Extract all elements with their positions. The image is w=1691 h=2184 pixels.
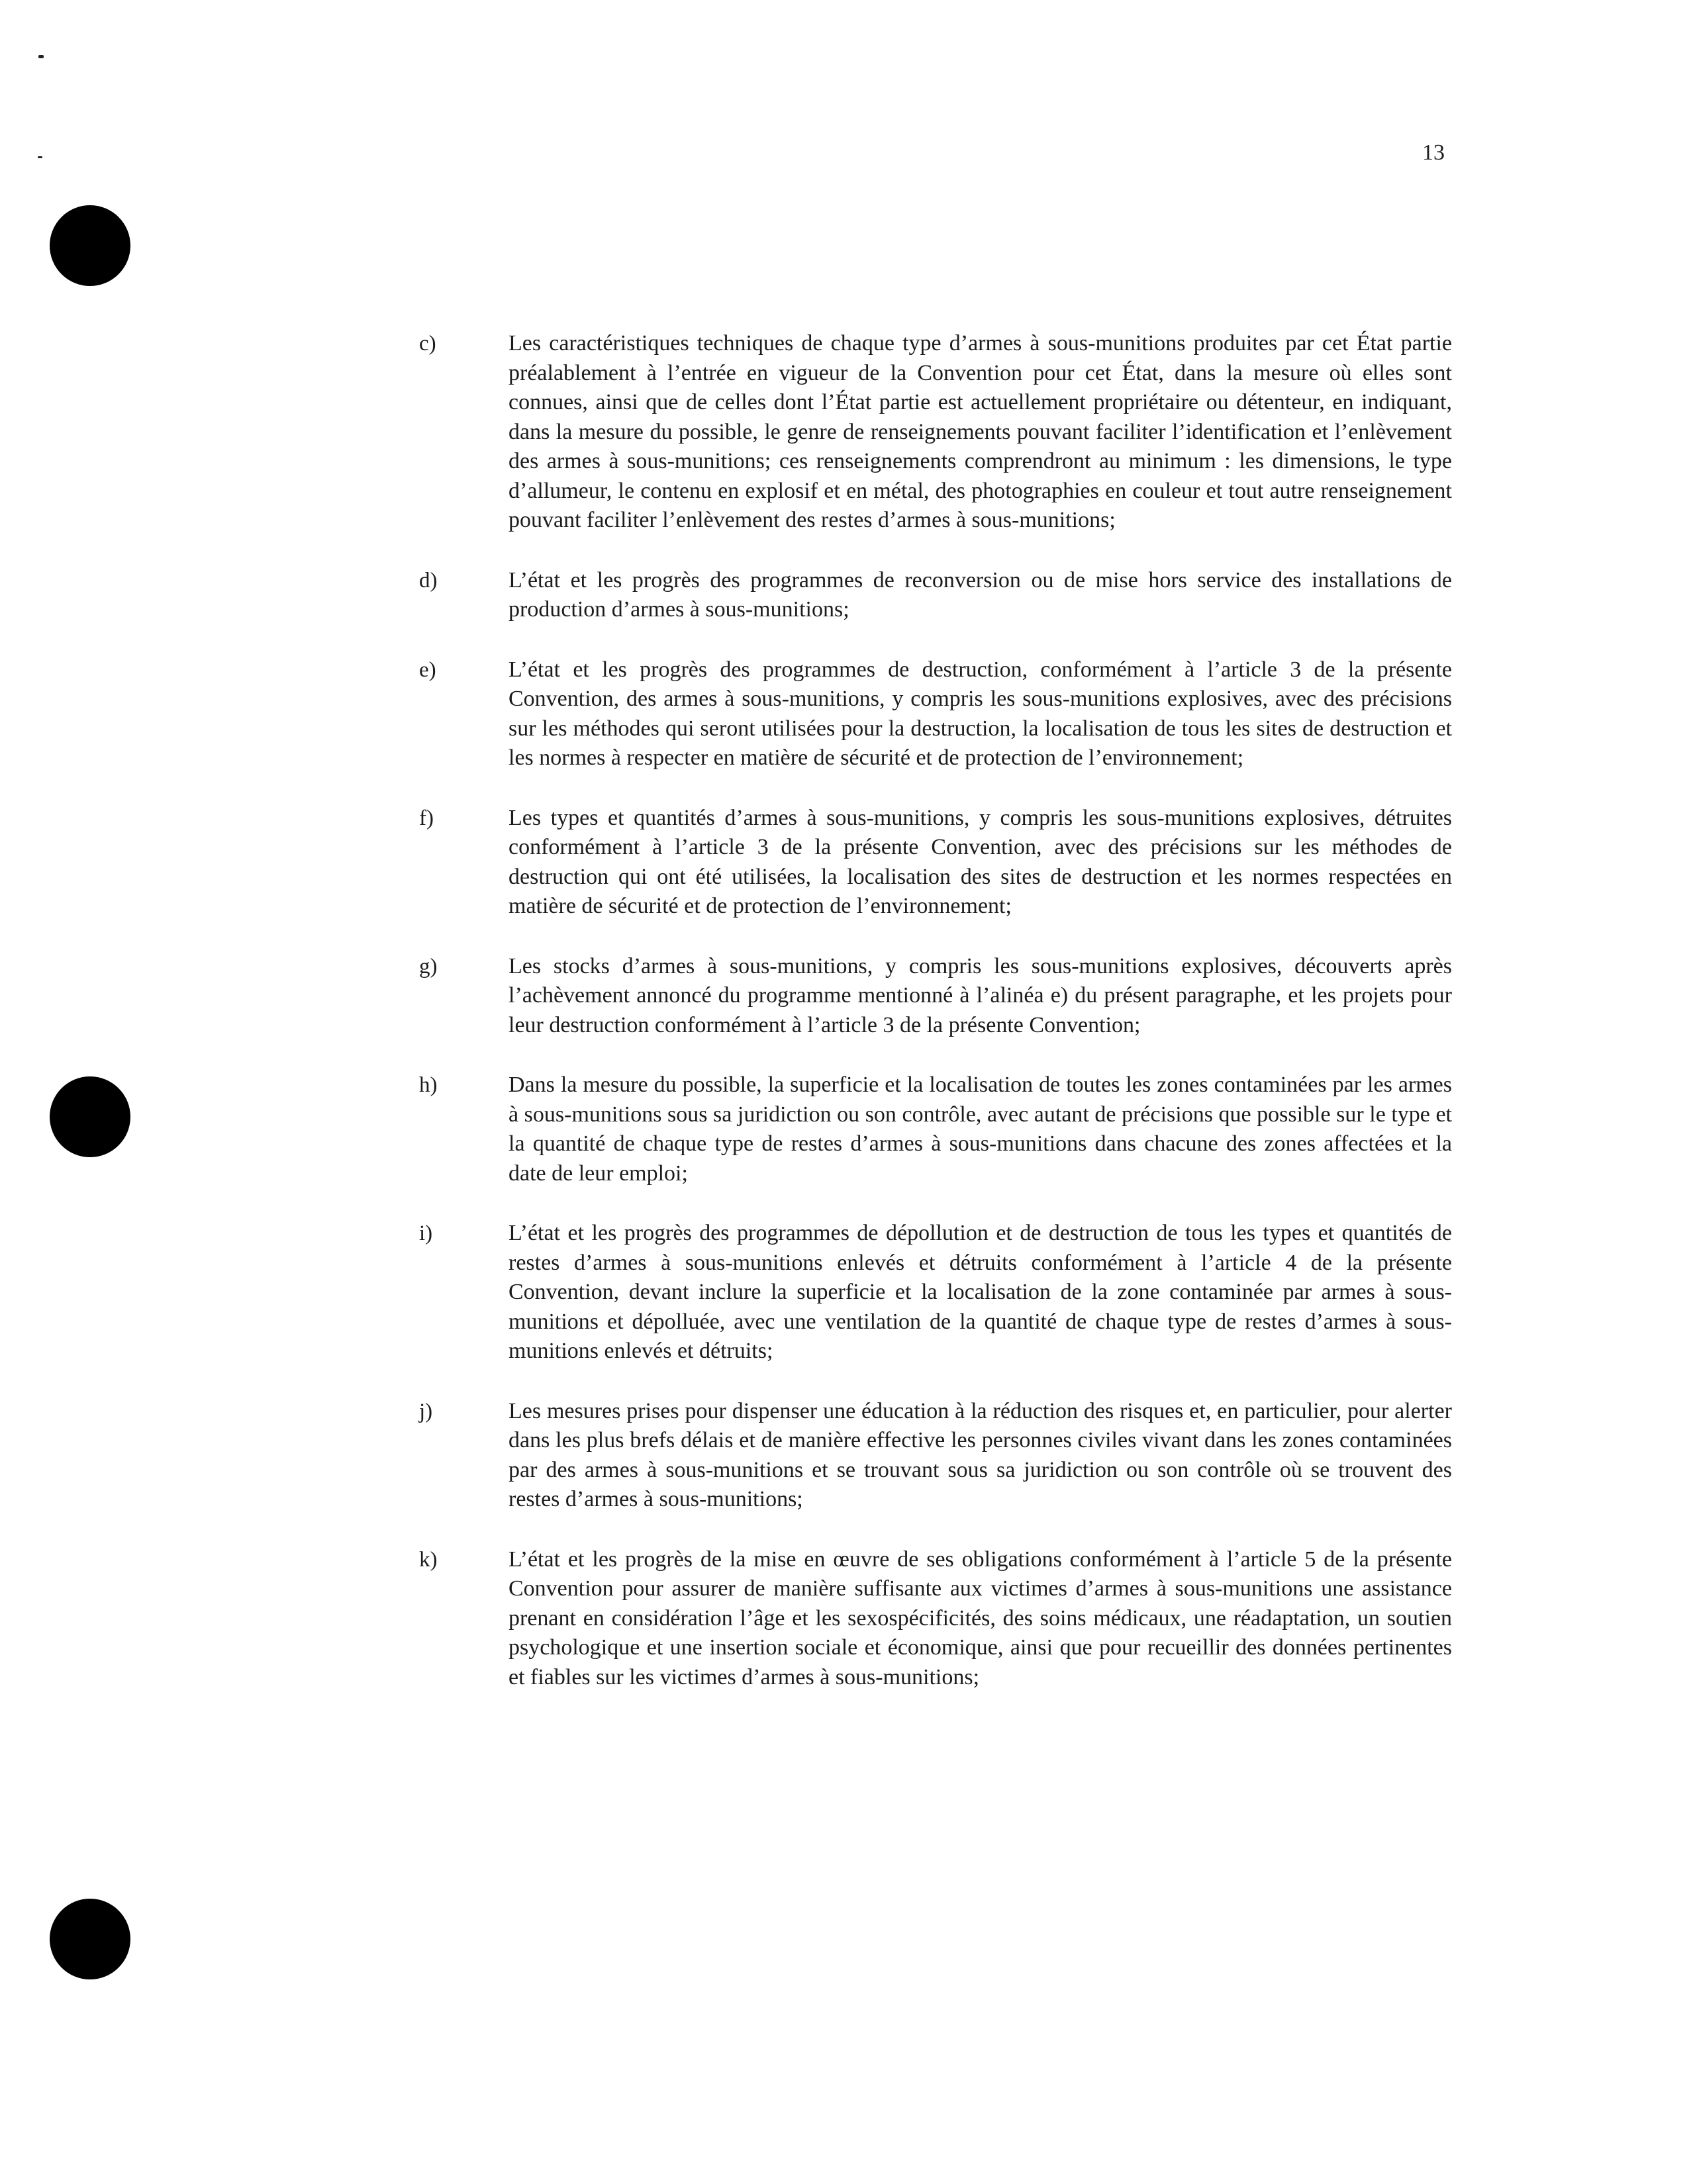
punch-hole-top bbox=[50, 205, 130, 286]
item-text: L’état et les progrès des programmes de reconversion ou de mise hors service des installations de production d’armes à sous-munitions; bbox=[508, 567, 1452, 622]
list-item bbox=[419, 1397, 1452, 1515]
item-text: Les types et quantités d’armes à sous-munitions, y compris les sous-munitions explosives, détruites conformément à l’article 3 de la présente Convention, avec des précisions sur les méthodes de destruction qui ont été utilisées, la localisation des sites de destruction et les normes respectées en matière de sécurité et de protection de l’environnement; bbox=[508, 805, 1452, 918]
list-item bbox=[419, 1545, 1452, 1693]
item-label: g) bbox=[419, 954, 438, 978]
list-item bbox=[419, 329, 1452, 536]
punch-hole-bottom bbox=[50, 1899, 130, 1979]
punch-hole-middle bbox=[50, 1076, 130, 1157]
item-label: d) bbox=[419, 568, 438, 593]
list-item bbox=[419, 1070, 1452, 1188]
item-text: Les stocks d’armes à sous-munitions, y compris les sous-munitions explosives, découverts après l’achèvement annoncé du programme mentionné à l’alinéa e) du présent paragraphe, et les projets pour leur destruction conformément à l’article 3 de la présente Convention; bbox=[508, 953, 1452, 1037]
scan-speck bbox=[38, 55, 44, 58]
item-label: e) bbox=[419, 657, 436, 682]
item-text: Dans la mesure du possible, la superficie et la localisation de toutes les zones contaminées par les armes à sous-munitions sous sa juridiction ou son contrôle, avec autant de précisions que possible sur le type et la quantité de chaque type de restes d’armes à sous-munitions dans chacune des zones affectées et la date de leur emploi; bbox=[508, 1072, 1452, 1186]
item-label: c) bbox=[419, 332, 436, 356]
enumerated-list bbox=[419, 329, 1452, 1723]
item-label: f) bbox=[419, 806, 434, 830]
scan-speck bbox=[38, 156, 42, 158]
item-text: Les caractéristiques techniques de chaque type d’armes à sous-munitions produites par cet État partie préalablement à l’entrée en vigueur de la Convention pour cet État, dans la mesure où elles sont connues, ainsi que de celles dont l’État partie est actuellement propriétaire ou détenteur, en indiquant, dans la mesure du possible, le genre de renseignements pouvant faciliter l’identification et l’enlèvement des armes à sous-munitions; ces renseignements comprendront au minimum : les dimensions, le type d’allumeur, le contenu en explosif et en métal, des photographies en couleur et tout autre renseignement pouvant faciliter l’enlèvement des restes d’armes à sous-munitions; bbox=[508, 331, 1452, 532]
list-item bbox=[419, 1219, 1452, 1366]
item-label: k) bbox=[419, 1547, 438, 1572]
item-text: L’état et les progrès de la mise en œuvre de ses obligations conformément à l’article 5 de la présente Convention pour assurer de manière suffisante aux victimes d’armes à sous-munitions une assistance prenant en considération l’âge et les sexospécificités, des soins médicaux, une réadaptation, un soutien psychologique et une insertion sociale et économique, ainsi que pour recueillir des données pertinentes et fiables sur les victimes d’armes à sous-munitions; bbox=[508, 1546, 1452, 1689]
page-number: 13 bbox=[1422, 140, 1445, 165]
list-item bbox=[419, 952, 1452, 1041]
list-item bbox=[419, 655, 1452, 773]
item-text: Les mesures prises pour dispenser une éducation à la réduction des risques et, en particulier, pour alerter dans les plus brefs délais et de manière effective les personnes civiles vivant dans les zones contaminées par des armes à sous-munitions et se trouvant sous sa juridiction ou son contrôle où se trouvent des restes d’armes à sous-munitions; bbox=[508, 1398, 1452, 1511]
list-item bbox=[419, 566, 1452, 625]
item-label: j) bbox=[419, 1399, 433, 1423]
item-text: L’état et les progrès des programmes de destruction, conformément à l’article 3 de la présente Convention, des armes à sous-munitions, y compris les sous-munitions explosives, avec des précisions sur les méthodes qui seront utilisées pour la destruction, la localisation de tous les sites de destruction et les normes à respecter en matière de sécurité et de protection de l’environnement; bbox=[508, 657, 1452, 770]
item-label: i) bbox=[419, 1221, 433, 1245]
item-text: L’état et les progrès des programmes de dépollution et de destruction de tous les types et quantités de restes d’armes à sous-munitions enlevés et détruits conformément à l’article 4 de la présente Convention, devant inclure la superficie et la localisation de la zone contaminée par armes à sous-munitions et dépolluée, avec une ventilation de la quantité de chaque type de restes d’armes à sous-munitions enlevés et détruits; bbox=[508, 1221, 1452, 1363]
list-item bbox=[419, 804, 1452, 922]
item-label: h) bbox=[419, 1073, 438, 1097]
